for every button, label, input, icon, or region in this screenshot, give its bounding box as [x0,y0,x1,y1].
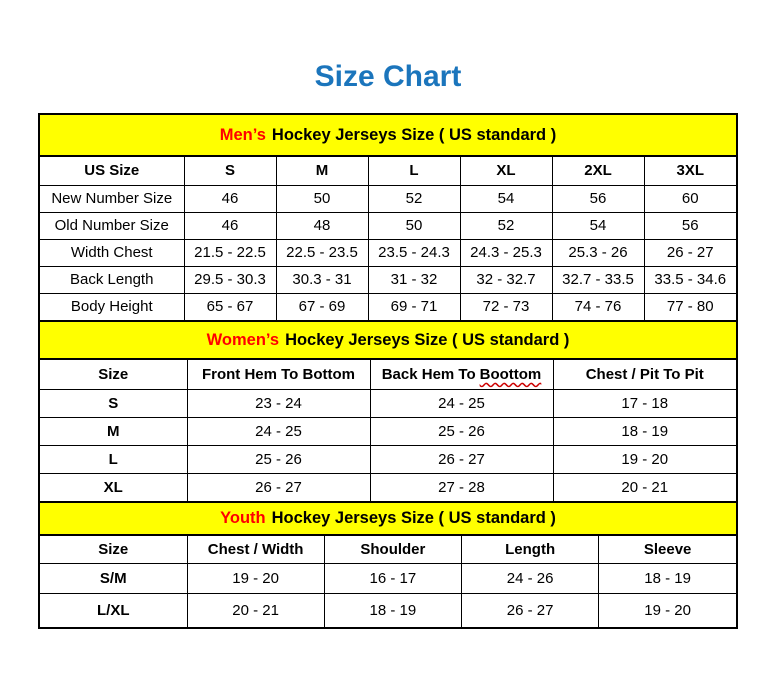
table-cell: 19 - 20 [599,593,736,627]
table-cell: 32 - 32.7 [460,266,552,293]
row-label: M [40,417,187,445]
row-label: Back Length [40,266,184,293]
table-cell: 20 - 21 [553,473,736,501]
youth-banner-accent: Youth [220,509,266,527]
row-label: L/XL [40,593,187,627]
table-cell: 24 - 25 [187,417,370,445]
table-cell: 25 - 26 [370,417,553,445]
mens-banner [40,115,736,157]
womens-banner-accent: Women’s [206,330,280,349]
column-header: Sleeve [599,536,736,563]
table-cell: 22.5 - 23.5 [276,239,368,266]
table-cell: 18 - 19 [599,563,736,593]
table-row [40,185,736,212]
column-header: 2XL [552,157,644,185]
column-header [370,360,553,389]
table-cell: 52 [368,185,460,212]
table-cell: 29.5 - 30.3 [184,266,276,293]
table-cell: 24.3 - 25.3 [460,239,552,266]
table-cell: 26 - 27 [370,445,553,473]
table-cell: 67 - 69 [276,293,368,320]
row-label: S [40,389,187,417]
mens-table [40,157,736,320]
table-row [40,239,736,266]
womens-table [40,360,736,501]
mens-banner-text: Hockey Jerseys Size ( US standard ) [271,125,557,144]
table-row [40,212,736,239]
mens-header-row [40,157,736,185]
table-cell: 31 - 32 [368,266,460,293]
youth-table [40,536,736,627]
mens-banner-accent: Men’s [219,125,266,144]
table-cell: 60 [644,185,736,212]
table-cell: 52 [460,212,552,239]
table-cell: 26 - 27 [187,473,370,501]
table-cell: 32.7 - 33.5 [552,266,644,293]
table-cell: 46 [184,212,276,239]
table-cell: 48 [276,212,368,239]
misspelled-word: Boottom [479,365,542,383]
table-cell: 21.5 - 22.5 [184,239,276,266]
size-chart [38,113,738,629]
column-header: US Size [40,157,184,185]
youth-banner [40,501,736,536]
row-label: L [40,445,187,473]
table-row [40,293,736,320]
table-cell: 23.5 - 24.3 [368,239,460,266]
table-cell: 18 - 19 [553,417,736,445]
youth-header-row [40,536,736,563]
table-cell: 19 - 20 [553,445,736,473]
table-cell: 54 [460,185,552,212]
row-label: S/M [40,563,187,593]
column-header: Shoulder [324,536,461,563]
table-cell: 46 [184,185,276,212]
table-cell: 56 [552,185,644,212]
table-cell: 23 - 24 [187,389,370,417]
table-cell: 17 - 18 [553,389,736,417]
row-label: Old Number Size [40,212,184,239]
womens-header-row [40,360,736,389]
womens-banner [40,320,736,360]
table-cell: 74 - 76 [552,293,644,320]
table-cell: 30.3 - 31 [276,266,368,293]
column-header: Chest / Pit To Pit [553,360,736,389]
column-header: Size [40,360,187,389]
table-cell: 26 - 27 [462,593,599,627]
table-cell: 24 - 25 [370,389,553,417]
table-row [40,266,736,293]
column-header: XL [460,157,552,185]
table-cell: 27 - 28 [370,473,553,501]
table-cell: 72 - 73 [460,293,552,320]
table-cell: 33.5 - 34.6 [644,266,736,293]
table-cell: 56 [644,212,736,239]
column-header: Front Hem To Bottom [187,360,370,389]
row-label: XL [40,473,187,501]
table-cell: 20 - 21 [187,593,324,627]
table-row [40,389,736,417]
column-header: 3XL [644,157,736,185]
table-cell: 69 - 71 [368,293,460,320]
youth-banner-text: Hockey Jerseys Size ( US standard ) [271,509,556,527]
column-header: Length [462,536,599,563]
column-header: Chest / Width [187,536,324,563]
table-cell: 50 [276,185,368,212]
table-cell: 19 - 20 [187,563,324,593]
row-label: New Number Size [40,185,184,212]
table-row [40,417,736,445]
table-cell: 50 [368,212,460,239]
row-label: Body Height [40,293,184,320]
table-row [40,593,736,627]
table-cell: 77 - 80 [644,293,736,320]
column-header: L [368,157,460,185]
table-row [40,445,736,473]
column-header: M [276,157,368,185]
table-cell: 26 - 27 [644,239,736,266]
page-title: Size Chart [314,60,462,93]
column-header: Size [40,536,187,563]
table-cell: 18 - 19 [324,593,461,627]
womens-banner-text: Hockey Jerseys Size ( US standard ) [285,330,570,349]
table-cell: 25.3 - 26 [552,239,644,266]
table-row [40,473,736,501]
table-cell: 65 - 67 [184,293,276,320]
row-label: Width Chest [40,239,184,266]
table-cell: 24 - 26 [462,563,599,593]
table-cell: 54 [552,212,644,239]
column-header: S [184,157,276,185]
column-header-text: Back Hem To [381,365,476,383]
table-cell: 16 - 17 [324,563,461,593]
table-row [40,563,736,593]
table-cell: 25 - 26 [187,445,370,473]
